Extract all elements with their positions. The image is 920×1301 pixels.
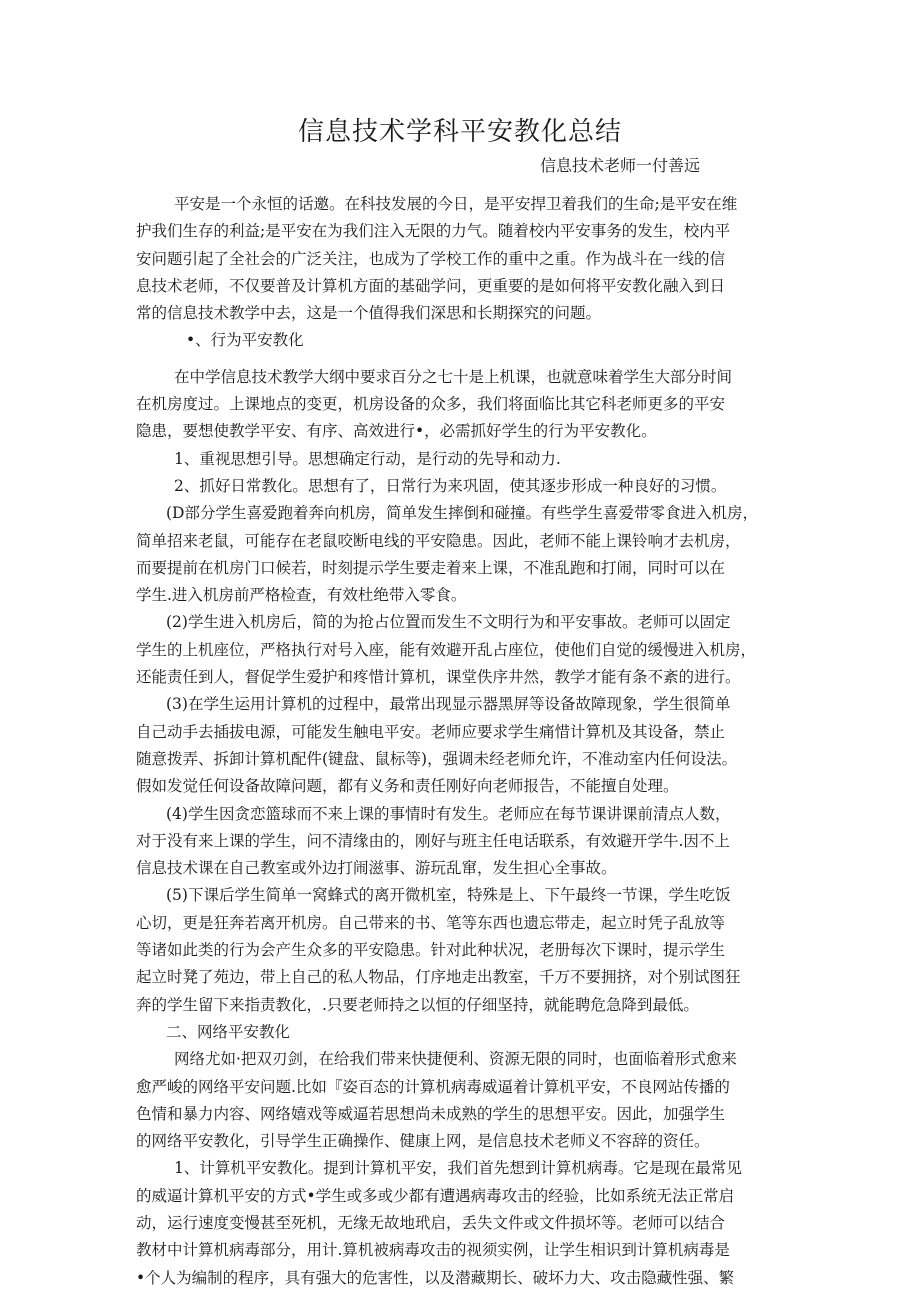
paragraph-line: (3)在学生运用计算机的过程中，最常出现显示器黑屏等设备故障现象，学生很简单 <box>166 695 731 714</box>
paragraph-line: 动，运行速度变慢甚至死机，无缘无故地玳启，丢失文件或文件损坏等。老师可以结合 <box>136 1213 726 1232</box>
paragraph-line: (5)下课后学生简单一窝蜂式的离开微机室，特殊是上、下午最终一节课，学生吃饭 <box>166 886 731 905</box>
paragraph-line: 信息技术课在自己教室或外边打闹滋事、游玩乱窜，发生担心全事故。 <box>136 859 617 878</box>
paragraph-line: 奔的学生留下来指责教化，.只要老师持之以恒的仔细坚持，就能聘危急降到最低。 <box>136 995 699 1014</box>
paragraph-line: 假如发觉任何设备故障问题，都有义务和责任刚好向老师报告，不能擅自处理。 <box>136 777 679 796</box>
paragraph-line: 在机房度过。上课地点的变更，机房设备的众多，我们将面临比其它科老师更多的平安 <box>136 395 726 414</box>
paragraph-line: 随意拨弄、拆卸计算机配件(键盘、鼠标等)，强调未经老师允许，不准动室内任何设法。 <box>136 749 738 768</box>
paragraph-line: 的网络平安教化，引导学生正确操作、健康上网，是信息技术老师义不容辞的资任。 <box>136 1132 710 1151</box>
paragraph-line: 1、重视思想引导。思想确定行动，是行动的先导和动力. <box>174 449 561 468</box>
paragraph-line: 1、计算机平安教化。提到计算机平安，我们首先想到计算机病毒。它是现在最常见 <box>174 1159 742 1178</box>
document-title: 信息技术学科平安教化总结 <box>297 117 622 147</box>
section-heading: 二、网络平安教化 <box>166 1022 291 1041</box>
paragraph-line: 对于没有来上课的学生，问不清缘由的，刚好与班主任电话联系，有效避开学牛.因不上 <box>136 831 730 850</box>
paragraph-line: (2)学生进入机房后，简的为抢占位置而发生不文明行为和平安事故。老师可以固定 <box>166 613 731 632</box>
paragraph-line: 还能责任到人，督促学生爱护和疼惜计算机，课堂佚序井然，教学才能有条不紊的进行。 <box>136 668 741 687</box>
paragraph-line: 常的信息技术教学中去，这是一个值得我们深思和长期探究的问题。 <box>136 304 602 323</box>
paragraph-line: 自己动手去插拔电源，可能发生触电平安。老师应要求学生痛惜计算机及其设备，禁止 <box>136 722 726 741</box>
paragraph-line: 简单招来老鼠，可能存在老鼠咬断电线的平安隐患。因此，老师不能上课铃响才去机房， <box>136 531 741 550</box>
document-body <box>136 182 791 1292</box>
section-heading: •、行为平安教化 <box>186 331 304 350</box>
document-author: 信息技术老师一付善远 <box>540 156 701 175</box>
paragraph-line: (4)学生因贪恋篮球而不来上课的事情时有发生。老师应在每节课讲课前清点人数， <box>166 804 731 823</box>
paragraph-line: 学生.进入机房前严格检查，有效杜绝带入零食。 <box>136 586 467 605</box>
paragraph-line: 教材中计算机病毒部分，用计.算机被病毒攻击的视须实例，让学生相识到计算机病毒是 <box>136 1241 730 1260</box>
paragraph-line: 的威逼计算机平安的方式•学生或多或少都有遭遇病毒攻击的经验，比如系统无法正常启 <box>136 1186 735 1205</box>
paragraph-line: •个人为编制的程序，具有强大的危害性，以及潜藏期长、破坏力大、攻击隐藏性强、繁 <box>136 1268 735 1287</box>
paragraph-line: 等诸如此类的行为会产生众多的平安隐患。针对此种状况，老册每次下课时，提示学生 <box>136 941 726 960</box>
paragraph-line: 息技术老师，不仅要普及计算机方面的基础学问，更重要的是如何将平安教化融入到日 <box>136 276 726 295</box>
paragraph-line: 护我们生存的利益;是平安在为我们注入无限的力气。随着校内平安事务的发生，校内平 <box>136 222 731 241</box>
paragraph-line: 2、抓好日常教化。思想有了，日常行为来巩固，使其逐步形成一种良好的习惯。 <box>174 476 727 495</box>
paragraph-line: 起立时凳了苑边，带上自己的私人物品，仃序地走出教室，千万不要拥挤，对个别试图狂 <box>136 968 741 987</box>
paragraph-line: 在中学信息技术教学大纲中要求百分之七十是上机课，也就意味着学生大部分时间 <box>174 367 733 386</box>
paragraph-line: 愈严峻的网络平安问题.比如『姿百态的计算机病毒威逼着计算机平安，不良网站传播的 <box>136 1077 730 1096</box>
paragraph-line: (D部分学生喜爱跑着奔向机房，简单发生摔倒和碰撞。有些学生喜爱带零食进入机房， <box>166 504 758 523</box>
paragraph-line: 安问题引起了全社会的广泛关注，也成为了学校工作的重中之重。作为战斗在一线的信 <box>136 249 726 268</box>
paragraph-line: 学生的上机座位，严格执行对号入座，能有效避开乱占座位，使他们自觉的缓慢进入机房， <box>136 640 757 659</box>
paragraph-line: 网络尤如·把双刃剑，在给我们带来快捷便利、资源无限的同时，也面临着形式愈来 <box>174 1050 737 1069</box>
paragraph-line: 而要提前在机房门口候若，时刻提示学生要走着来上课，不准乱跑和打闹，同时可以在 <box>136 558 726 577</box>
paragraph-line: 心切，更是狂奔若离开机房。自己带来的书、笔等东西也遗忘带走，起立时凭子乱放等 <box>136 913 726 932</box>
paragraph-line: 色情和暴力内容、网络嬉戏等威逼若思想尚未成熟的学生的思想平安。因此，加强学生 <box>136 1104 726 1123</box>
paragraph-line: 平安是一个永恒的话邀。在科技发展的今日，是平安捍卫着我们的生命;是平安在维 <box>174 195 738 213</box>
paragraph-line: 隐患，要想使教学平安、有序、高效进行•，必需抓好学生的行为平安教化。 <box>136 422 657 441</box>
